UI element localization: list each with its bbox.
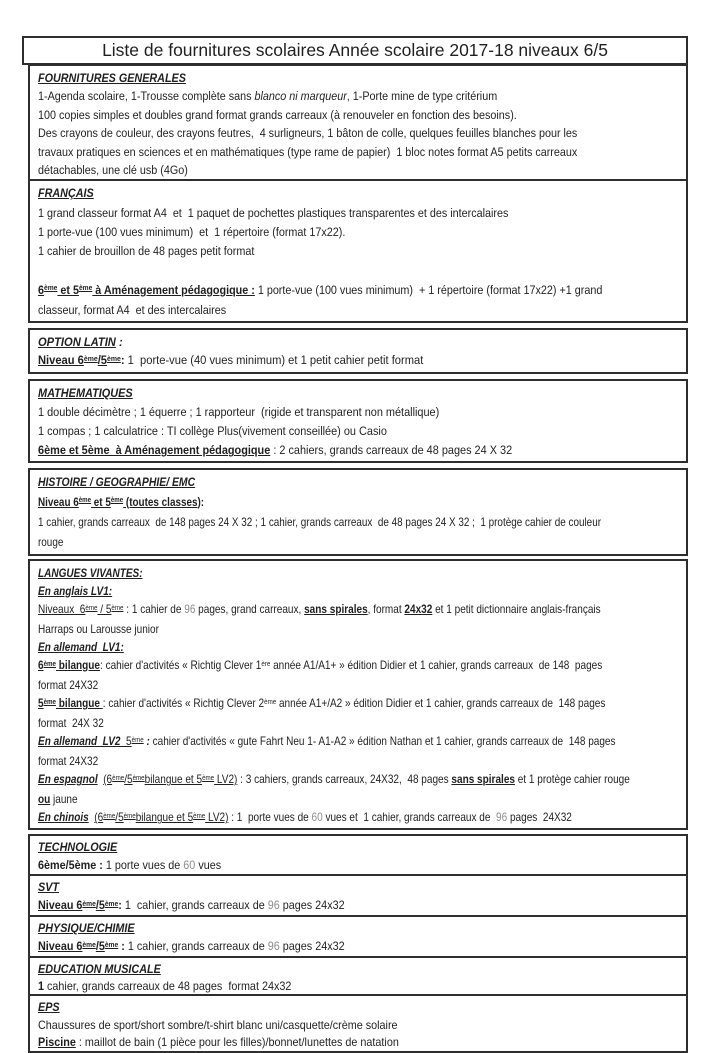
text-line — [38, 87, 595, 105]
text-segment: : cahier d'activités « Richtig Clever 2 — [102, 696, 265, 711]
text-line — [38, 732, 616, 752]
text-line — [38, 582, 582, 600]
text-segment: et 5 — [91, 494, 111, 509]
text-segment: 1 porte-vue (40 vues minimum) et 1 petit cahier petit format — [124, 353, 424, 368]
text-line — [38, 403, 601, 422]
text-segment: 1 porte vues de — [102, 857, 184, 872]
text-segment: 1 — [38, 978, 45, 993]
text-segment: 6ème et 5ème à Aménagement pédagogique — [38, 443, 271, 458]
text-line — [38, 143, 595, 161]
text-segment: 5 — [126, 734, 132, 749]
text-segment: format 24X32 — [38, 754, 99, 769]
text-segment: sans spirales — [451, 772, 515, 787]
text-segment: ème — [104, 898, 119, 908]
section-heading — [38, 473, 576, 493]
text-segment: /5 — [95, 938, 105, 953]
text-segment: 1-Agenda scolaire, 1-Trousse complète sans — [38, 89, 255, 104]
text-segment: : — [118, 897, 122, 912]
section-svt — [28, 874, 688, 917]
text-segment: pages 24x32 — [279, 938, 345, 953]
text-line — [38, 351, 614, 372]
text-segment: 1 compas ; 1 calculatrice : TI collège Plus(vivement conseillée) ou Casio — [38, 424, 387, 439]
text-segment: , 1-Porte mine de type critérium — [346, 89, 498, 104]
text-segment: Niveau 6 — [38, 353, 84, 368]
text-segment: : cahier d'activités « Richtig Clever 1 — [100, 657, 262, 672]
text-segment: ème — [82, 939, 96, 949]
text-line — [38, 1034, 614, 1051]
text-line — [38, 533, 576, 553]
document-title: Liste de fournitures scolaires Année scolaire 2017-18 niveaux 6/5 — [22, 36, 688, 65]
text-segment: bilangue — [55, 657, 101, 672]
text-segment: ème — [202, 772, 215, 782]
text-segment: ème — [110, 495, 124, 505]
text-segment: bilangue et 5 — [135, 810, 194, 825]
text-segment: TECHNOLOGIE — [38, 840, 118, 855]
text-segment: SVT — [38, 880, 60, 895]
text-segment: ): — [197, 494, 205, 509]
text-segment: (6 — [103, 772, 113, 787]
text-line — [38, 204, 595, 223]
text-segment: et 1 protège cahier rouge — [514, 772, 630, 787]
text-segment: Niveau 6 — [38, 938, 83, 953]
text-segment: bilangue et 5 — [144, 772, 203, 787]
section-heading — [38, 999, 614, 1016]
text-segment: EPS — [38, 1000, 60, 1015]
text-line — [38, 938, 614, 957]
text-segment: ème — [131, 734, 144, 744]
text-segment: : — [115, 334, 123, 349]
text-segment: ème — [85, 602, 98, 612]
text-segment: En anglais LV1: — [38, 583, 113, 598]
text-segment: : 2 cahiers, grands carreaux de 48 pages 24 X 32 — [270, 443, 513, 458]
text-segment: 1 cahier de brouillon de 48 pages petit format — [38, 244, 255, 259]
text-segment: OPTION LATIN — [38, 334, 116, 349]
text-segment: format 24X 32 — [38, 716, 104, 731]
text-segment: bilangue — [55, 696, 103, 711]
text-line — [38, 161, 595, 179]
text-line — [38, 513, 602, 533]
section-heading — [38, 879, 614, 897]
text-segment: 1 grand classeur format A4 et 1 paquet de pochettes plastiques transparentes et des intercalaires — [38, 205, 509, 220]
text-segment: ème — [43, 658, 56, 668]
text-segment: à Aménagement pédagogique : — [92, 282, 255, 297]
text-segment: PHYSIQUE/CHIMIE — [38, 921, 135, 936]
text-segment: En allemand LV1: — [38, 639, 124, 654]
text-line — [38, 223, 595, 242]
text-segment: Niveaux 6 — [38, 601, 86, 616]
text-segment: LV2) — [214, 772, 238, 787]
section-heading — [38, 384, 601, 403]
text-line — [38, 808, 582, 828]
text-segment: 1 porte-vue (100 vues minimum) + 1 répertoire (format 17x22) +1 grand — [254, 282, 603, 297]
text-line — [38, 714, 582, 732]
text-segment: EDUCATION MUSICALE — [38, 962, 161, 977]
text-line — [38, 441, 601, 460]
text-segment: HISTOIRE / GEOGRAPHIE/ EMC — [38, 474, 196, 489]
text-segment: blanco ni marqueur — [254, 89, 347, 104]
text-segment: En allemand LV2 — [38, 734, 127, 749]
text-segment: 96 — [267, 938, 280, 953]
text-segment: ou — [38, 792, 51, 807]
text-segment: et 1 petit dictionnaire anglais-français — [432, 601, 601, 616]
section-francais — [28, 179, 688, 322]
text-segment: ère — [261, 658, 271, 668]
text-segment: 24x32 — [404, 601, 433, 616]
text-line — [38, 262, 595, 281]
text-segment: LANGUES VIVANTES: — [38, 565, 143, 580]
text-segment: année A1/A1+ » édition Didier et 1 cahier, grands carreaux de 148 pages — [270, 657, 603, 672]
text-line — [38, 770, 630, 790]
section-techno — [28, 834, 688, 876]
text-segment: Des crayons de couleur, des crayons feutres, 4 surligneurs, 1 bâton de colle, quelques feuilles blanches pour les — [38, 126, 578, 141]
text-segment: : — [143, 734, 150, 749]
text-segment: ème — [83, 353, 98, 363]
text-line — [38, 1017, 614, 1034]
text-line — [38, 242, 595, 261]
text-segment: 6 — [38, 657, 44, 672]
text-segment: : — [120, 353, 125, 368]
text-line — [38, 656, 603, 676]
text-segment: 5 — [38, 696, 44, 711]
text-segment: vues — [195, 857, 222, 872]
text-segment: cahier, grands carreaux de 48 pages format 24x32 — [44, 978, 292, 993]
text-segment: ème — [132, 772, 145, 782]
text-line — [38, 638, 582, 656]
section-heading — [38, 961, 614, 978]
text-segment: ème — [112, 772, 125, 782]
text-segment: En chinois — [38, 810, 89, 825]
text-segment: Niveau 6 — [38, 897, 83, 912]
text-segment: ème — [43, 696, 56, 706]
text-segment: travaux pratiques en sciences et en mathématiques (type rame de papier) 1 bloc notes format A5 petits carreaux — [38, 144, 578, 159]
text-segment: jaune — [50, 792, 78, 807]
section-heading — [38, 564, 582, 582]
text-line — [38, 600, 601, 620]
text-segment: ème — [104, 939, 119, 949]
text-line — [38, 790, 582, 808]
text-segment: 100 copies simples et doubles grand format grands carreaux (à renouveler en fonction des besoins). — [38, 107, 517, 122]
text-line — [38, 857, 614, 875]
text-segment: (6 — [94, 810, 104, 825]
text-segment: Piscine — [38, 1034, 76, 1049]
section-heading — [38, 184, 595, 203]
text-segment: Chaussures de sport/short sombre/t-shirt blanc uni/casquette/crème solaire — [38, 1017, 398, 1032]
text-segment: format 24X32 — [38, 677, 99, 692]
text-line — [38, 752, 582, 770]
section-latin — [28, 328, 688, 374]
text-segment: /5 — [115, 810, 124, 825]
text-line — [38, 124, 595, 142]
text-segment: ème — [107, 353, 121, 363]
text-segment: 96 — [496, 810, 508, 825]
supply-list-table — [28, 64, 688, 1053]
text-segment: classeur, format A4 et des intercalaires — [38, 303, 227, 318]
section-physique — [28, 915, 688, 958]
text-segment: : 1 porte vues de — [228, 810, 312, 825]
text-segment: ème — [44, 283, 58, 293]
section-langues — [28, 559, 688, 831]
text-segment: 6ème/5ème : — [38, 857, 103, 872]
text-segment: ème — [78, 283, 93, 293]
section-heading — [38, 69, 595, 87]
text-segment: / 5 — [97, 601, 112, 616]
text-segment: pages, grand carreaux, — [195, 601, 305, 616]
text-segment: En espagnol — [38, 772, 98, 787]
section-fournitures — [28, 64, 688, 181]
text-segment: 1 double décimètre ; 1 équerre ; 1 rapporteur (rigide et transparent non métallique) — [38, 404, 440, 419]
section-musique — [28, 956, 688, 996]
text-line — [38, 493, 576, 514]
text-segment: ème — [264, 696, 277, 706]
text-segment: /5 — [95, 897, 105, 912]
text-segment: 60 — [183, 857, 196, 872]
text-segment: 1 cahier, grands carreaux de — [121, 897, 268, 912]
text-segment: /5 — [97, 353, 108, 368]
text-segment: : — [118, 938, 125, 953]
text-line — [38, 978, 614, 995]
text-segment: ème — [103, 811, 116, 821]
text-segment: LV2) — [205, 810, 229, 825]
section-heading — [38, 920, 614, 938]
text-segment: pages 24X32 — [507, 810, 572, 825]
section-heading — [38, 333, 614, 352]
text-segment: ème — [82, 898, 96, 908]
text-line — [38, 301, 595, 320]
text-segment: cahier d'activités « gute Fahrt Neu 1- A1-A2 » édition Nathan et 1 cahier, grands carreaux de 148 pages — [149, 734, 616, 749]
text-line — [38, 422, 601, 441]
text-segment: 1 porte-vue (100 vues minimum) et 1 répertoire (format 17x22). — [38, 225, 346, 240]
text-segment: : 1 cahier de — [123, 601, 185, 616]
section-math — [28, 379, 688, 463]
text-segment: , format — [367, 601, 405, 616]
text-segment: : 3 cahiers, grands carreaux, 24X32, 48 pages — [237, 772, 452, 787]
text-line — [38, 620, 582, 638]
text-segment: 96 — [184, 601, 196, 616]
text-segment: 60 — [311, 810, 323, 825]
section-heading — [38, 839, 614, 857]
text-line — [38, 897, 614, 916]
text-segment: détachables, une clé usb (4Go) — [38, 163, 188, 178]
text-segment: (toutes classes — [123, 494, 198, 509]
text-segment: ème — [111, 602, 124, 612]
text-line — [38, 106, 595, 124]
text-segment: ème — [193, 811, 206, 821]
text-segment: ème — [123, 811, 136, 821]
text-segment: ème — [78, 495, 92, 505]
text-segment: année A1+/A2 » édition Didier et 1 cahier, grands carreaux de 148 pages — [276, 696, 606, 711]
text-segment: vues et 1 cahier, grands carreaux de — [322, 810, 497, 825]
section-histoire — [28, 468, 688, 556]
text-segment: Harraps ou Larousse junior — [38, 621, 159, 636]
text-segment: rouge — [38, 535, 64, 550]
text-segment: FOURNITURES GENERALES — [38, 71, 186, 85]
text-segment: et 5 — [57, 282, 79, 297]
text-segment: FRANÇAIS — [38, 186, 94, 201]
text-line — [38, 676, 582, 694]
text-segment: 96 — [267, 897, 280, 912]
text-segment: Niveau 6 — [38, 494, 79, 509]
text-segment: pages 24x32 — [279, 897, 345, 912]
text-segment: sans spirales — [304, 601, 368, 616]
text-segment: 1 cahier, grands carreaux de 148 pages 24 X 32 ; 1 cahier, grands carreaux de 48 pages 24 X 32 ; 1 protège cahier de couleur — [38, 515, 602, 530]
text-segment: /5 — [124, 772, 133, 787]
text-segment: : maillot de bain (1 pièce pour les filles)/bonnet/lunettes de natation — [75, 1034, 399, 1049]
text-line — [38, 281, 603, 301]
text-segment: 6 — [38, 282, 45, 297]
text-line — [38, 694, 606, 714]
text-segment: MATHEMATIQUES — [38, 385, 133, 400]
text-segment: 1 cahier, grands carreaux de — [124, 938, 268, 953]
